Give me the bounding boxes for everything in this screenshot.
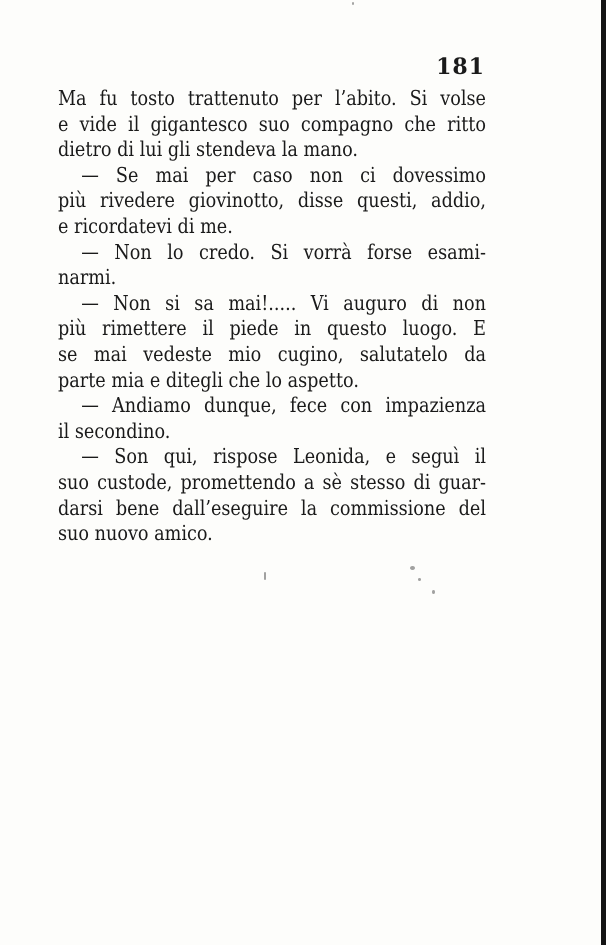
text-line: e ricordatevi di me. <box>58 213 233 238</box>
text-line: Ma fu tosto trattenuto per l’abito. Si volse <box>58 86 486 110</box>
print-speck <box>432 590 435 594</box>
text-line: più rimettere il piede in questo luogo. E <box>58 316 486 341</box>
text-line: — Son qui, rispose Leonida, e seguì il <box>81 444 486 469</box>
text-line: e vide il gigantesco suo compagno che ritto <box>58 111 486 136</box>
text-line: parte mia e ditegli che lo aspetto. <box>58 367 359 392</box>
page-number: 181 <box>436 54 485 80</box>
page-edge-shadow <box>601 0 606 945</box>
print-speck <box>418 578 421 581</box>
text-line: — Andiamo dunque, fece con impazienza <box>81 393 486 418</box>
text-line: suo nuovo amico. <box>58 521 213 546</box>
text-line: — Non si sa mai!..... Vi auguro di non <box>81 290 486 315</box>
text-line: — Se mai per caso non ci dovessimo <box>81 162 486 187</box>
text-line: — Non lo credo. Si vorrà forse esami- <box>81 239 486 264</box>
print-speck <box>410 566 415 570</box>
text-line: se mai vedeste mio cugino, salutatelo da <box>58 341 486 366</box>
text-line: narmi. <box>58 265 117 290</box>
print-speck <box>352 2 354 5</box>
text-line: darsi bene dall’eseguire la commissione del <box>58 495 486 520</box>
text-line: più rivedere giovinotto, disse questi, addio, <box>58 188 486 213</box>
print-speck <box>264 572 266 580</box>
text-line: il secondino. <box>58 418 171 443</box>
body-text <box>58 86 486 547</box>
text-line: suo custode, promettendo a sè stesso di guar- <box>58 469 486 494</box>
text-line: dietro di lui gli stendeva la mano. <box>58 137 358 162</box>
